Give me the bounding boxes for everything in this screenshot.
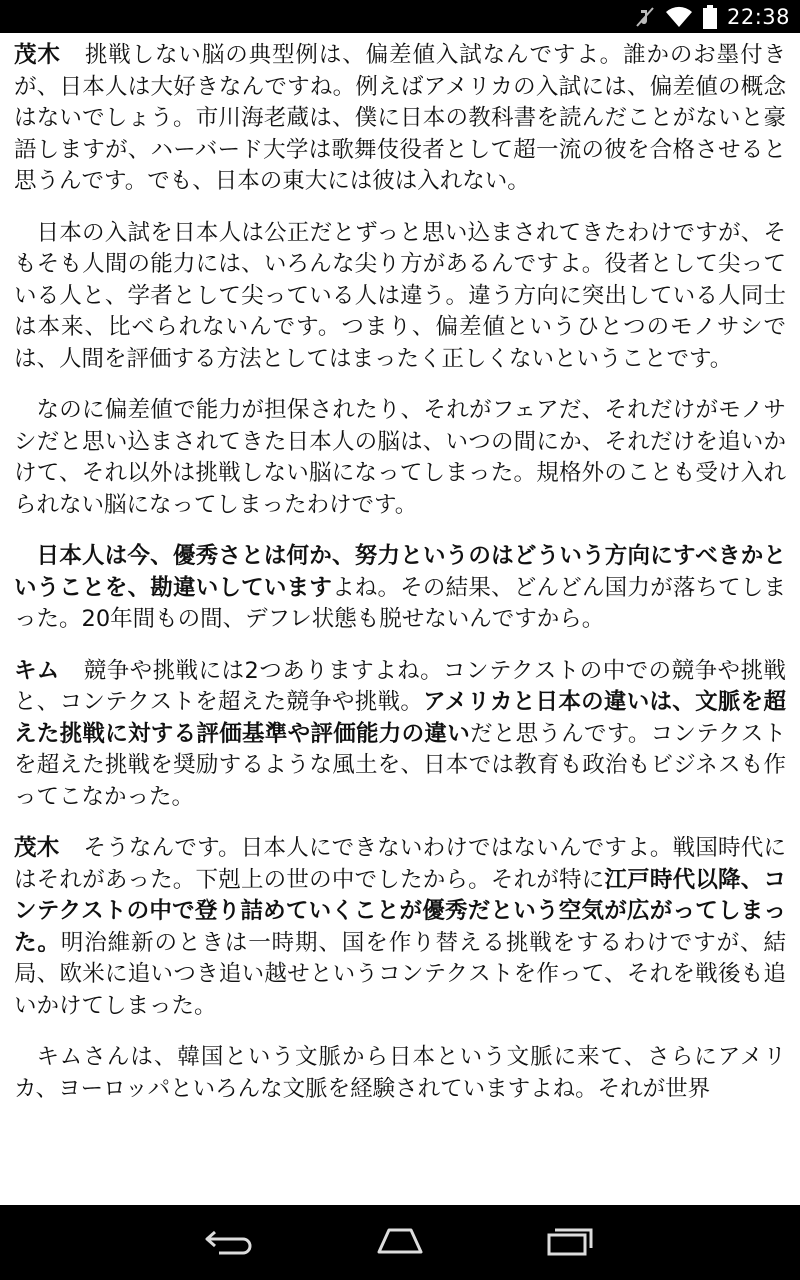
paragraph [14,1042,786,1105]
battery-icon [703,5,717,29]
paragraph-text: キムさんは、韓国という文脈から日本という文脈に来て、さらにアメリカ、ヨーロッパといろんな文脈を経験されていますよね。それが世界 [14,1044,786,1102]
back-button[interactable] [200,1221,260,1265]
paragraph-text: よね。その結果、どんどん国力が落ちてしまった。20年間もの間、デフレ状態も脱せないんですから。 [14,574,786,632]
emphasis-text: アメリカと日本の違いは、文脈を超えた挑戦に対する評価基準や評価能力の違い [14,689,786,747]
speaker-label: 茂木 [14,835,60,861]
clock: 22:38 [726,4,790,29]
mute-icon [635,6,655,28]
paragraph [14,40,786,198]
emphasis-text: 江戸時代以降、コンテクストの中で登り詰めていくことが優秀だという空気が広がってしまった。 [14,866,786,956]
home-button[interactable] [370,1221,430,1265]
speaker-label: 茂木 [14,42,61,68]
paragraph [14,395,786,521]
wifi-icon [665,6,693,28]
article-content[interactable] [0,33,800,1205]
paragraph-text: 日本の入試を日本人は公正だとずっと思い込まされてきたわけですが、そもそも人間の能力には、いろんな尖り方があるんですよ。役者として尖っている人と、学者として尖っている人は違う。違う方向に突出している人同士は本来、比べられないんです。つまり、偏差値というひとつのモノサシでは、人間を評価する方法としてはまったく正しくないということです。 [14,219,786,372]
status-bar [0,0,800,33]
home-icon [375,1227,425,1259]
paragraph-text: 競争や挑戦には2つありますよね。コンテクストの中での競争や挑戦と、コンテクストを超えた競争や挑戦。 [14,657,786,715]
paragraph [14,218,786,376]
paragraph-text: そうなんです。日本人にできないわけではないんですよ。戦国時代にはそれがあった。下剋上の世の中でしたから。それが特に [14,835,786,893]
paragraph-text: 挑戦しない脳の典型例は、偏差値入試なんですよ。誰かのお墨付きが、日本人は大好きなんですね。例えばアメリカの入試には、偏差値の概念はないでしょう。市川海老蔵は、僕に日本の教科書を読んだことがないと豪語しますが、ハーバード大学は歌舞伎役者として超一流の彼を合格させると思うんです。でも、日本の東大には彼は入れない。 [14,42,786,194]
recent-apps-button[interactable] [540,1221,600,1265]
navigation-bar [0,1205,800,1280]
paragraph [14,541,786,636]
paragraph [14,656,786,814]
paragraph [14,833,786,1022]
speaker-label: キム [14,657,60,684]
paragraph-text: 明治維新のときは一時期、国を作り替える挑戦をするわけですが、結局、欧米に追いつき追い越せというコンテクストを作って、それを戦後も追いかけてしまった。 [14,929,786,1019]
paragraph-text: だと思うんです。コンテクストを超えた挑戦を奨励するような風土を、日本では教育も政治もビジネスも作ってこなかった。 [14,720,786,810]
paragraph-text: なのに偏差値で能力が担保されたり、それがフェアだ、それだけがモノサシだと思い込まされてきた日本人の脳は、いつの間にか、それだけを追いかけて、それ以外は挑戦しない脳になってしまった。規格外のことも受け入れられない脳になってしまったわけです。 [14,397,786,518]
emphasis-text: 日本人は今、優秀さとは何か、努力というのはどういう方向にすべきかということを、勘違いしています [14,543,786,601]
recent-apps-icon [545,1225,595,1261]
back-icon [205,1226,255,1260]
